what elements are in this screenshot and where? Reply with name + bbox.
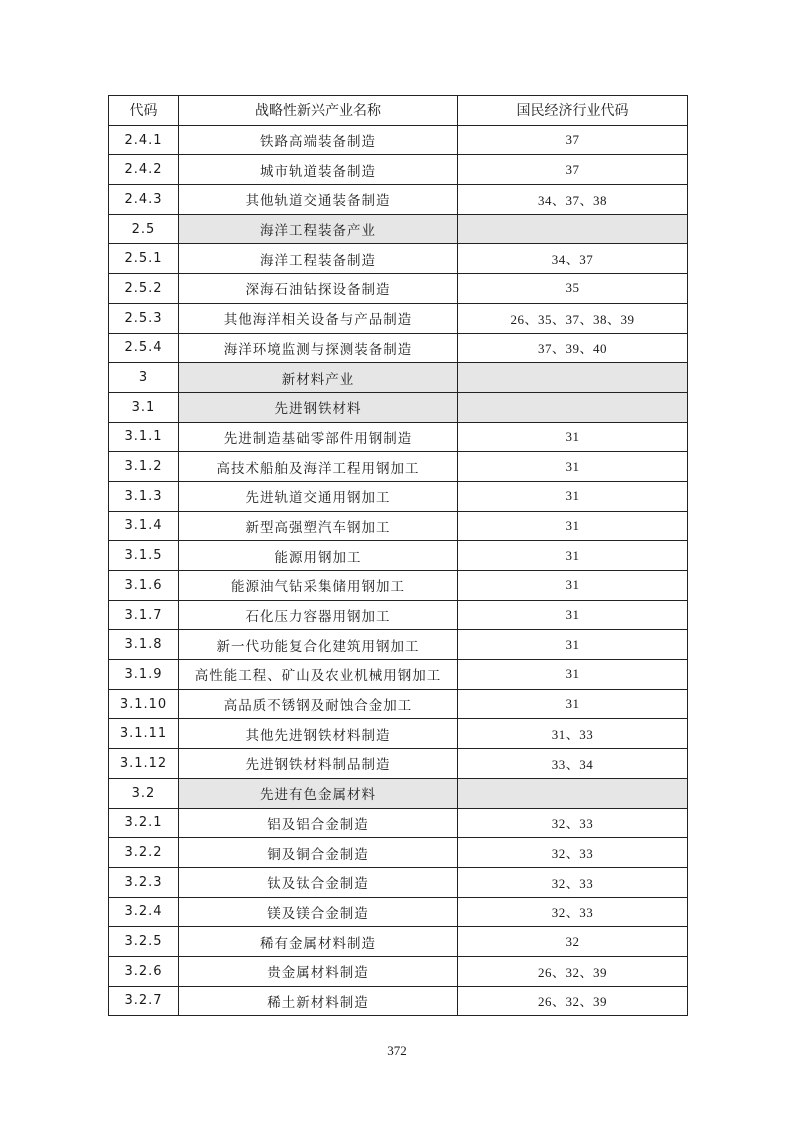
row-code: 2.5: [109, 214, 179, 244]
row-code: 2.4.2: [109, 155, 179, 185]
row-code: 3.2.6: [109, 956, 179, 986]
header-national-economy-code: 国民经济行业代码: [458, 96, 688, 126]
row-code: 3.1.12: [109, 749, 179, 779]
table-row: [109, 422, 688, 452]
row-national-economy-code: 37: [458, 155, 688, 185]
row-national-economy-code: 35: [458, 274, 688, 304]
row-industry-name: 新型高强塑汽车钢加工: [179, 511, 458, 541]
table-row: [109, 244, 688, 274]
table-row: [109, 541, 688, 571]
row-national-economy-code: 32、33: [458, 808, 688, 838]
row-industry-name: 海洋工程装备产业: [179, 214, 458, 244]
table-row: [109, 303, 688, 333]
row-code: 3.1.4: [109, 511, 179, 541]
table-row: [109, 689, 688, 719]
row-national-economy-code: 31: [458, 452, 688, 482]
row-industry-name: 深海石油钻探设备制造: [179, 274, 458, 304]
row-industry-name: 其他轨道交通装备制造: [179, 185, 458, 215]
row-national-economy-code: 26、32、39: [458, 986, 688, 1016]
table-body: [109, 125, 688, 1016]
industry-classification-table: [108, 95, 688, 1016]
table-row: [109, 927, 688, 957]
row-national-economy-code: 31: [458, 630, 688, 660]
row-industry-name: 铝及铝合金制造: [179, 808, 458, 838]
row-code: 3.1.5: [109, 541, 179, 571]
table-row: [109, 867, 688, 897]
row-industry-name: 先进轨道交通用钢加工: [179, 481, 458, 511]
row-industry-name: 其他海洋相关设备与产品制造: [179, 303, 458, 333]
row-code: 3.2: [109, 778, 179, 808]
table-row: [109, 719, 688, 749]
row-national-economy-code: 31: [458, 571, 688, 601]
row-national-economy-code: 31: [458, 541, 688, 571]
row-industry-name: 能源用钢加工: [179, 541, 458, 571]
row-code: 3.1.2: [109, 452, 179, 482]
row-industry-name: 稀有金属材料制造: [179, 927, 458, 957]
row-code: 3.1: [109, 392, 179, 422]
row-industry-name: 能源油气钻采集储用钢加工: [179, 571, 458, 601]
row-code: 3.2.1: [109, 808, 179, 838]
header-code: 代码: [109, 96, 179, 126]
row-industry-name: 高性能工程、矿山及农业机械用钢加工: [179, 660, 458, 690]
row-national-economy-code: 31: [458, 481, 688, 511]
category-row: [109, 778, 688, 808]
row-national-economy-code: [458, 778, 688, 808]
category-row: [109, 214, 688, 244]
row-national-economy-code: 34、37: [458, 244, 688, 274]
table-row: [109, 897, 688, 927]
row-industry-name: 先进有色金属材料: [179, 778, 458, 808]
row-code: 2.5.3: [109, 303, 179, 333]
table-row: [109, 571, 688, 601]
row-national-economy-code: 31: [458, 511, 688, 541]
row-national-economy-code: [458, 363, 688, 393]
row-code: 2.5.2: [109, 274, 179, 304]
table-row: [109, 185, 688, 215]
table-row: [109, 274, 688, 304]
row-code: 3.1.9: [109, 660, 179, 690]
row-national-economy-code: 26、32、39: [458, 956, 688, 986]
row-national-economy-code: 37: [458, 125, 688, 155]
row-national-economy-code: 31: [458, 422, 688, 452]
row-national-economy-code: [458, 214, 688, 244]
row-national-economy-code: 31、33: [458, 719, 688, 749]
category-row: [109, 363, 688, 393]
row-industry-name: 铜及铜合金制造: [179, 838, 458, 868]
row-national-economy-code: 32、33: [458, 897, 688, 927]
page-number: 372: [387, 1043, 407, 1058]
table-row: [109, 481, 688, 511]
row-code: 3.2.2: [109, 838, 179, 868]
row-code: 3: [109, 363, 179, 393]
row-industry-name: 新材料产业: [179, 363, 458, 393]
row-national-economy-code: 26、35、37、38、39: [458, 303, 688, 333]
table-row: [109, 986, 688, 1016]
table-row: [109, 838, 688, 868]
row-national-economy-code: 31: [458, 600, 688, 630]
row-industry-name: 新一代功能复合化建筑用钢加工: [179, 630, 458, 660]
row-industry-name: 高品质不锈钢及耐蚀合金加工: [179, 689, 458, 719]
row-industry-name: 先进制造基础零部件用钢制造: [179, 422, 458, 452]
table-row: [109, 630, 688, 660]
row-national-economy-code: 32、33: [458, 867, 688, 897]
header-industry-name: 战略性新兴产业名称: [179, 96, 458, 126]
row-national-economy-code: 31: [458, 689, 688, 719]
table-header-row: [109, 96, 688, 126]
row-code: 3.2.7: [109, 986, 179, 1016]
row-code: 3.1.6: [109, 571, 179, 601]
table-row: [109, 808, 688, 838]
row-industry-name: 海洋环境监测与探测装备制造: [179, 333, 458, 363]
row-code: 3.2.4: [109, 897, 179, 927]
table-row: [109, 155, 688, 185]
row-code: 2.4.3: [109, 185, 179, 215]
row-code: 3.2.5: [109, 927, 179, 957]
row-industry-name: 其他先进钢铁材料制造: [179, 719, 458, 749]
row-code: 2.5.1: [109, 244, 179, 274]
table-row: [109, 956, 688, 986]
row-industry-name: 钛及钛合金制造: [179, 867, 458, 897]
table-row: [109, 452, 688, 482]
row-national-economy-code: 34、37、38: [458, 185, 688, 215]
row-code: 3.2.3: [109, 867, 179, 897]
row-industry-name: 高技术船舶及海洋工程用钢加工: [179, 452, 458, 482]
row-national-economy-code: 31: [458, 660, 688, 690]
row-code: 3.1.10: [109, 689, 179, 719]
row-national-economy-code: 32: [458, 927, 688, 957]
row-national-economy-code: 33、34: [458, 749, 688, 779]
row-industry-name: 海洋工程装备制造: [179, 244, 458, 274]
row-industry-name: 石化压力容器用钢加工: [179, 600, 458, 630]
row-national-economy-code: 37、39、40: [458, 333, 688, 363]
table-row: [109, 749, 688, 779]
row-industry-name: 贵金属材料制造: [179, 956, 458, 986]
row-industry-name: 先进钢铁材料制品制造: [179, 749, 458, 779]
row-industry-name: 先进钢铁材料: [179, 392, 458, 422]
row-national-economy-code: 32、33: [458, 838, 688, 868]
row-code: 3.1.3: [109, 481, 179, 511]
row-industry-name: 镁及镁合金制造: [179, 897, 458, 927]
row-code: 3.1.11: [109, 719, 179, 749]
row-code: 2.5.4: [109, 333, 179, 363]
row-industry-name: 稀土新材料制造: [179, 986, 458, 1016]
table-row: [109, 600, 688, 630]
table-row: [109, 333, 688, 363]
row-industry-name: 铁路高端装备制造: [179, 125, 458, 155]
table-row: [109, 125, 688, 155]
row-national-economy-code: [458, 392, 688, 422]
table-row: [109, 660, 688, 690]
row-code: 3.1.7: [109, 600, 179, 630]
row-code: 3.1.8: [109, 630, 179, 660]
row-code: 3.1.1: [109, 422, 179, 452]
table-row: [109, 511, 688, 541]
row-industry-name: 城市轨道装备制造: [179, 155, 458, 185]
category-row: [109, 392, 688, 422]
row-code: 2.4.1: [109, 125, 179, 155]
